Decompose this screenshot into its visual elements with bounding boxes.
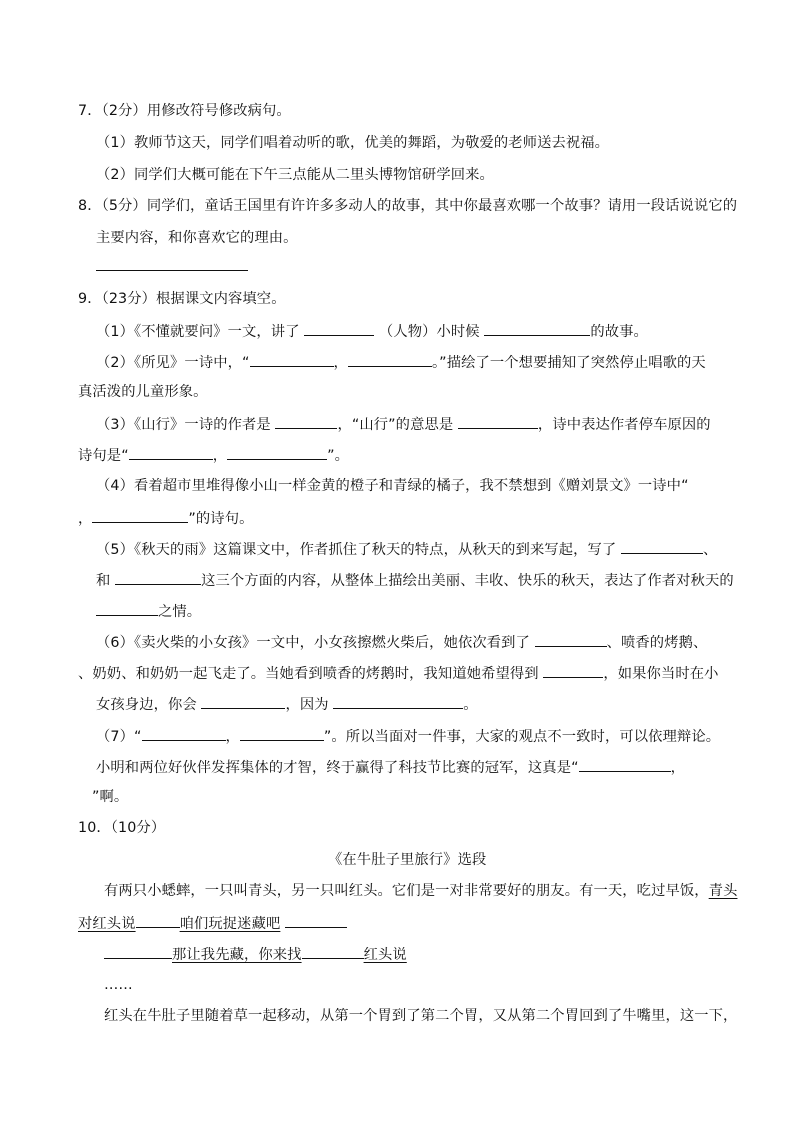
q10-l1-text: 有两只小蟋蟀，一只叫青头，另一只叫红头。它们是一对非常要好的朋友。有一天，吃过早饭， [104, 883, 709, 899]
q9-p4-text-c: ”的诗句。 [188, 511, 254, 527]
q9-p7-text-d: 小明和两位好伙伴发挥集体的才智，终于赢得了科技节比赛的冠军，这真是“ [96, 760, 579, 776]
q10-punct-blank-4[interactable] [302, 943, 364, 959]
q9-p5-text-c: 和 [96, 573, 111, 589]
q9-part-5 [96, 538, 717, 560]
q9-p6-blank-4[interactable] [333, 693, 463, 709]
q9-p3-blank-meaning[interactable] [458, 413, 538, 429]
q7-sentence-1: （1）教师节这天，同学们唱着动听的歌，优美的舞蹈，为敬爱的老师送去祝福。 [96, 135, 610, 151]
q9-p1-text-c: 的故事。 [590, 324, 648, 340]
q9-part-6 [96, 631, 707, 653]
q9-p2-text-a: （2）《所见》一诗中，“ [96, 355, 250, 371]
q9-p3-text-f: ”。 [327, 448, 350, 464]
q9-p5-blank-3[interactable] [96, 600, 158, 616]
q10-stem: 10．（10分） [78, 820, 166, 836]
q9-p1-text-a: （1）《不懂就要问》一文，讲了 [96, 324, 300, 340]
q10-passage-line-2 [78, 912, 347, 934]
q9-part-5-cont-2 [96, 600, 201, 622]
q9-p4-blank[interactable] [92, 507, 188, 523]
q9-p6-text-g: 。 [463, 697, 478, 713]
q9-stem: 9．（23分）根据课文内容填空。 [78, 291, 286, 307]
q10-passage-line-3 [104, 943, 407, 965]
q9-p2-blank-1[interactable] [250, 351, 334, 367]
q10-l2-underlined-b: 咱们玩捉迷藏吧 [179, 916, 281, 932]
q9-part-7-cont-2: ”啊。 [92, 789, 129, 805]
q8-answer-line[interactable] [96, 270, 248, 271]
q9-p3-blank-line-2[interactable] [227, 444, 327, 460]
q9-p3-blank-author[interactable] [275, 413, 337, 429]
q9-p6-text-e: 女孩身边，你会 [96, 697, 197, 713]
q9-p7-blank-3[interactable] [579, 756, 671, 772]
q9-p3-text-c: ，诗中表达作者停车原因的 [537, 417, 711, 433]
q9-p7-text-e: ， [670, 760, 686, 776]
q9-p7-blank-1[interactable] [142, 725, 226, 741]
q9-p7-blank-2[interactable] [240, 725, 324, 741]
q9-p5-text-e: 之情。 [158, 604, 202, 620]
q9-p1-text-b: （人物）小时候 [378, 324, 480, 340]
q7-stem: 7．（2分）用修改符号修改病句。 [78, 103, 291, 119]
q9-p3-text-a: （3）《山行》一诗的作者是 [96, 417, 271, 433]
q10-l3-underlined: 那让我先藏，你来找 [172, 947, 302, 963]
q10-passage-line-1 [104, 881, 737, 901]
q9-p5-text-a: （5）《秋天的雨》这篇课文中，作者抓住了秋天的特点，从秋天的到来写起，写了 [96, 542, 617, 558]
q10-passage-line-4: 红头在牛肚子里随着草一起移动，从第一个胃到了第二个胃，又从第二个胃回到了牛嘴里，这一下， [104, 1008, 738, 1024]
q9-part-7 [96, 725, 720, 747]
q9-p5-blank-1[interactable] [621, 538, 703, 554]
q9-part-3-cont [78, 444, 349, 466]
q9-p2-text-b: ， [333, 355, 348, 371]
q9-p6-text-c: 、奶奶、和奶奶一起飞走了。当她看到喷香的烤鹅时，我知道她希望得到 [78, 666, 539, 682]
q8-stem: 8．（5分）同学们，童话王国里有许许多多动人的故事，其中你最喜欢哪一个故事？请用一段话说说它的 [78, 198, 738, 214]
q9-p3-text-d: 诗句是“ [78, 448, 129, 464]
q9-p6-text-f: ，因为 [285, 697, 329, 713]
q9-part-1 [96, 320, 648, 342]
q10-l2-underlined: 对红头说 [78, 916, 136, 932]
q9-part-4-cont [78, 507, 254, 529]
q9-part-6-cont [78, 662, 719, 684]
q10-l3-underlined-b: 红头说 [363, 947, 407, 963]
q9-p6-blank-1[interactable] [535, 631, 607, 647]
q9-p6-text-d: ，如果你当时在小 [603, 666, 719, 682]
q8-stem-cont: 主要内容，和你喜欢它的理由。 [96, 230, 298, 246]
q9-p4-text-b: ， [78, 511, 93, 527]
q9-part-3 [96, 413, 711, 435]
q9-p7-text-a: （7）“ [96, 729, 142, 745]
q10-passage-title: 《在牛肚子里旅行》选段 [328, 852, 487, 868]
q9-p2-text-c: 。”描绘了一个想要捕知了突然停止唱歌的天 [431, 355, 706, 371]
q9-p5-blank-2[interactable] [115, 569, 201, 585]
q10-punct-blank-2[interactable] [285, 912, 347, 928]
q10-l1-underlined: 青头 [708, 883, 738, 899]
q9-p1-blank-person[interactable] [304, 320, 374, 336]
q9-p6-blank-3[interactable] [201, 693, 285, 709]
q9-part-6-cont-2 [96, 693, 478, 715]
q9-p2-blank-2[interactable] [348, 351, 432, 367]
q9-p1-blank-story[interactable] [484, 320, 590, 336]
q10-punct-blank-1[interactable] [136, 912, 180, 928]
q9-p3-text-b: ，“山行”的意思是 [337, 417, 454, 433]
q9-p6-blank-2[interactable] [543, 662, 603, 678]
q9-p6-text-a: （6）《卖火柴的小女孩》一文中，小女孩擦燃火柴后，她依次看到了 [96, 635, 530, 651]
q9-part-2-cont: 真活泼的儿童形象。 [78, 384, 208, 400]
q9-part-7-cont [96, 756, 685, 778]
q9-part-4: （4）看着超市里堆得像小山一样金黄的橙子和青绿的橘子，我不禁想到《赠刘景文》一诗中“ [96, 478, 689, 494]
q9-p5-text-b: 、 [703, 542, 718, 558]
q7-sentence-2: （2）同学们大概可能在下午三点能从二里头博物馆研学回来。 [96, 167, 494, 183]
q10-punct-blank-3[interactable] [104, 943, 172, 959]
q9-p5-text-d: 这三个方面的内容，从整体上描绘出美丽、丰收、快乐的秋天，表达了作者对秋天的 [201, 573, 734, 589]
q9-p3-blank-line-1[interactable] [129, 444, 213, 460]
q9-p7-text-c: ”。所以当面对一件事，大家的观点不一致时，可以依理辩论。 [323, 729, 721, 745]
q9-p3-text-e: ， [212, 448, 228, 464]
q10-ellipsis: …… [104, 977, 133, 993]
q9-part-2 [96, 351, 706, 373]
q9-p7-text-b: ， [225, 729, 240, 745]
q9-part-5-cont [96, 569, 734, 591]
q9-p6-text-b: 、喷香的烤鹅、 [606, 635, 708, 651]
